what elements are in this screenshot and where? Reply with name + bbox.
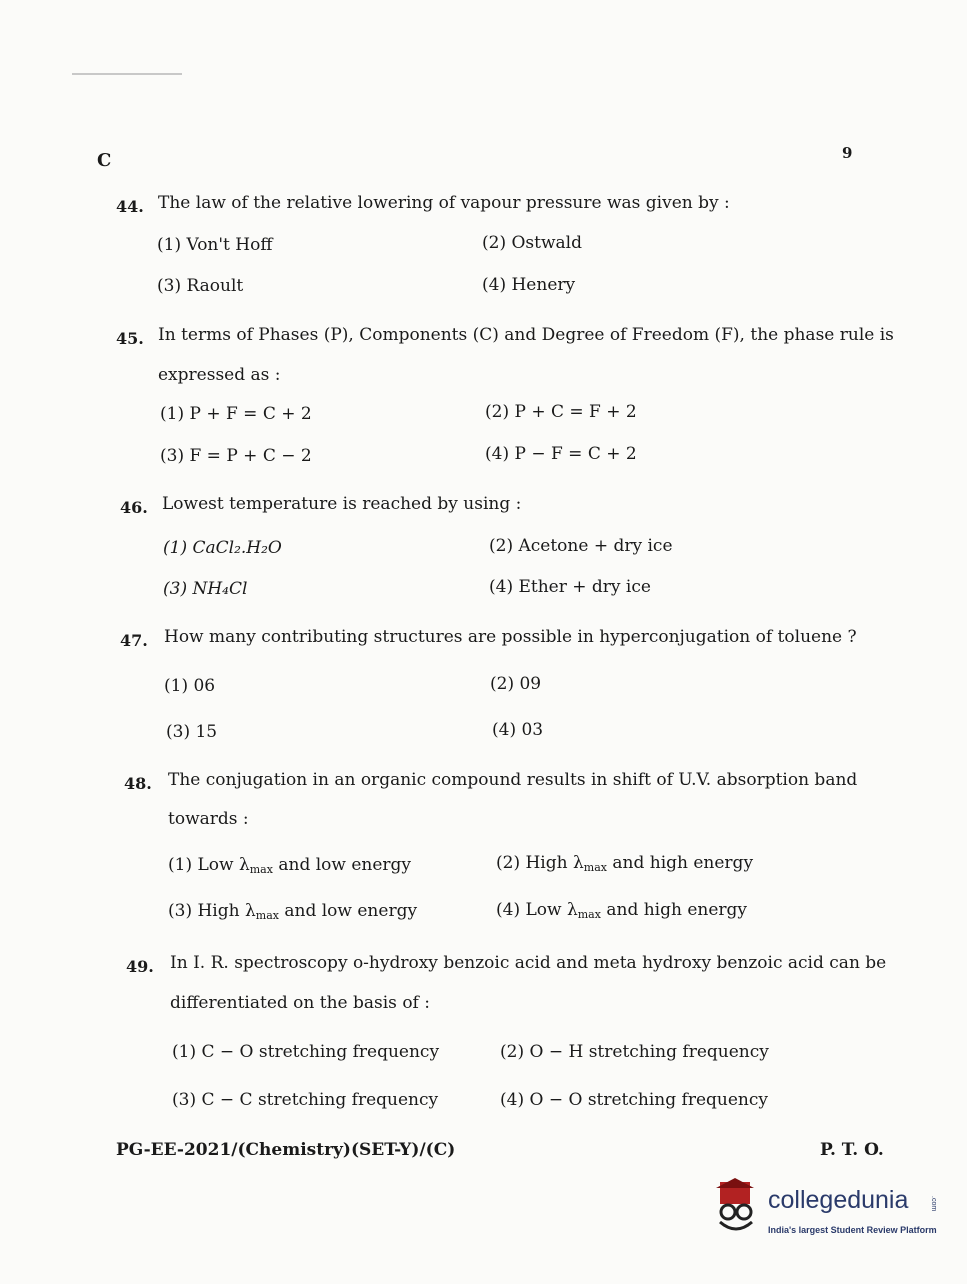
dotcom-label: .com [930,1196,937,1212]
option-4: (4) P − F = C + 2 [485,444,637,464]
question-text-continued: expressed as : [158,365,281,385]
option-2: (2) P + C = F + 2 [485,402,637,422]
option-2 [496,853,753,874]
scan-artifact-line [72,73,182,75]
question-text: How many contributing structures are possible in hyperconjugation of toluene ? [164,627,857,647]
option-3: (3) C − C stretching frequency [172,1090,439,1110]
set-code: C [97,150,112,171]
option-4-post: and high energy [600,900,748,920]
option-3 [168,901,417,922]
question-number: 45. [116,329,144,348]
option-2: (2) Acetone + dry ice [489,536,673,556]
option-3-pre: (3) High λ [168,901,256,921]
question-text-continued: towards : [168,809,249,829]
option-3: (3) 15 [166,722,218,742]
option-3: (3) NH₄Cl [163,579,248,599]
question-number: 47. [120,631,148,650]
option-2: (2) Ostwald [482,233,582,253]
mascot-icon [706,1178,766,1242]
option-4-pre: (4) Low λ [496,900,578,920]
paper-code: PG-EE-2021/(Chemistry)(SET-Y)/(C) [116,1140,456,1160]
lambda-subscript: max [583,861,607,874]
option-2-pre: (2) High λ [496,853,584,873]
question-number: 48. [124,774,152,793]
option-3: (3) Raoult [157,276,244,296]
option-1: (1) CaCl₂.H₂O [163,538,282,558]
question-number: 44. [116,197,144,216]
option-1-post: and low energy [272,855,412,875]
option-4: (4) 03 [492,720,544,740]
option-4: (4) Ether + dry ice [489,577,651,597]
option-3: (3) F = P + C − 2 [160,446,312,466]
option-4: (4) Henery [482,275,576,295]
option-3-post: and low energy [278,901,418,921]
option-1: (1) C − O stretching frequency [172,1042,440,1062]
lambda-subscript: max [255,909,279,922]
collegedunia-tagline: India's largest Student Review Platform [768,1225,937,1235]
option-2: (2) 09 [490,674,542,694]
question-number: 46. [120,498,148,517]
option-1-pre: (1) Low λ [168,855,250,875]
option-1: (1) Von't Hoff [157,235,273,255]
option-1 [168,855,411,876]
pto-label: P. T. O. [820,1140,884,1160]
option-2: (2) O − H stretching frequency [500,1042,769,1062]
option-4: (4) O − O stretching frequency [500,1090,768,1110]
page-number: 9 [842,144,853,162]
option-1: (1) 06 [164,676,216,696]
option-4 [496,900,747,921]
question-number: 49. [126,957,154,976]
question-text-continued: differentiated on the basis of : [170,993,430,1013]
collegedunia-name: collegedunia [768,1186,909,1214]
question-text: In terms of Phases (P), Components (C) and Degree of Freedom (F), the phase rule is [158,325,894,345]
question-text: Lowest temperature is reached by using : [162,494,522,514]
question-text: The law of the relative lowering of vapour pressure was given by : [158,193,730,213]
lambda-subscript: max [577,908,601,921]
question-text: The conjugation in an organic compound results in shift of U.V. absorption band [168,770,858,790]
lambda-subscript: max [249,863,273,876]
question-text: In I. R. spectroscopy o-hydroxy benzoic acid and meta hydroxy benzoic acid can be [170,953,887,973]
option-1: (1) P + F = C + 2 [160,404,312,424]
option-2-post: and high energy [606,853,754,873]
